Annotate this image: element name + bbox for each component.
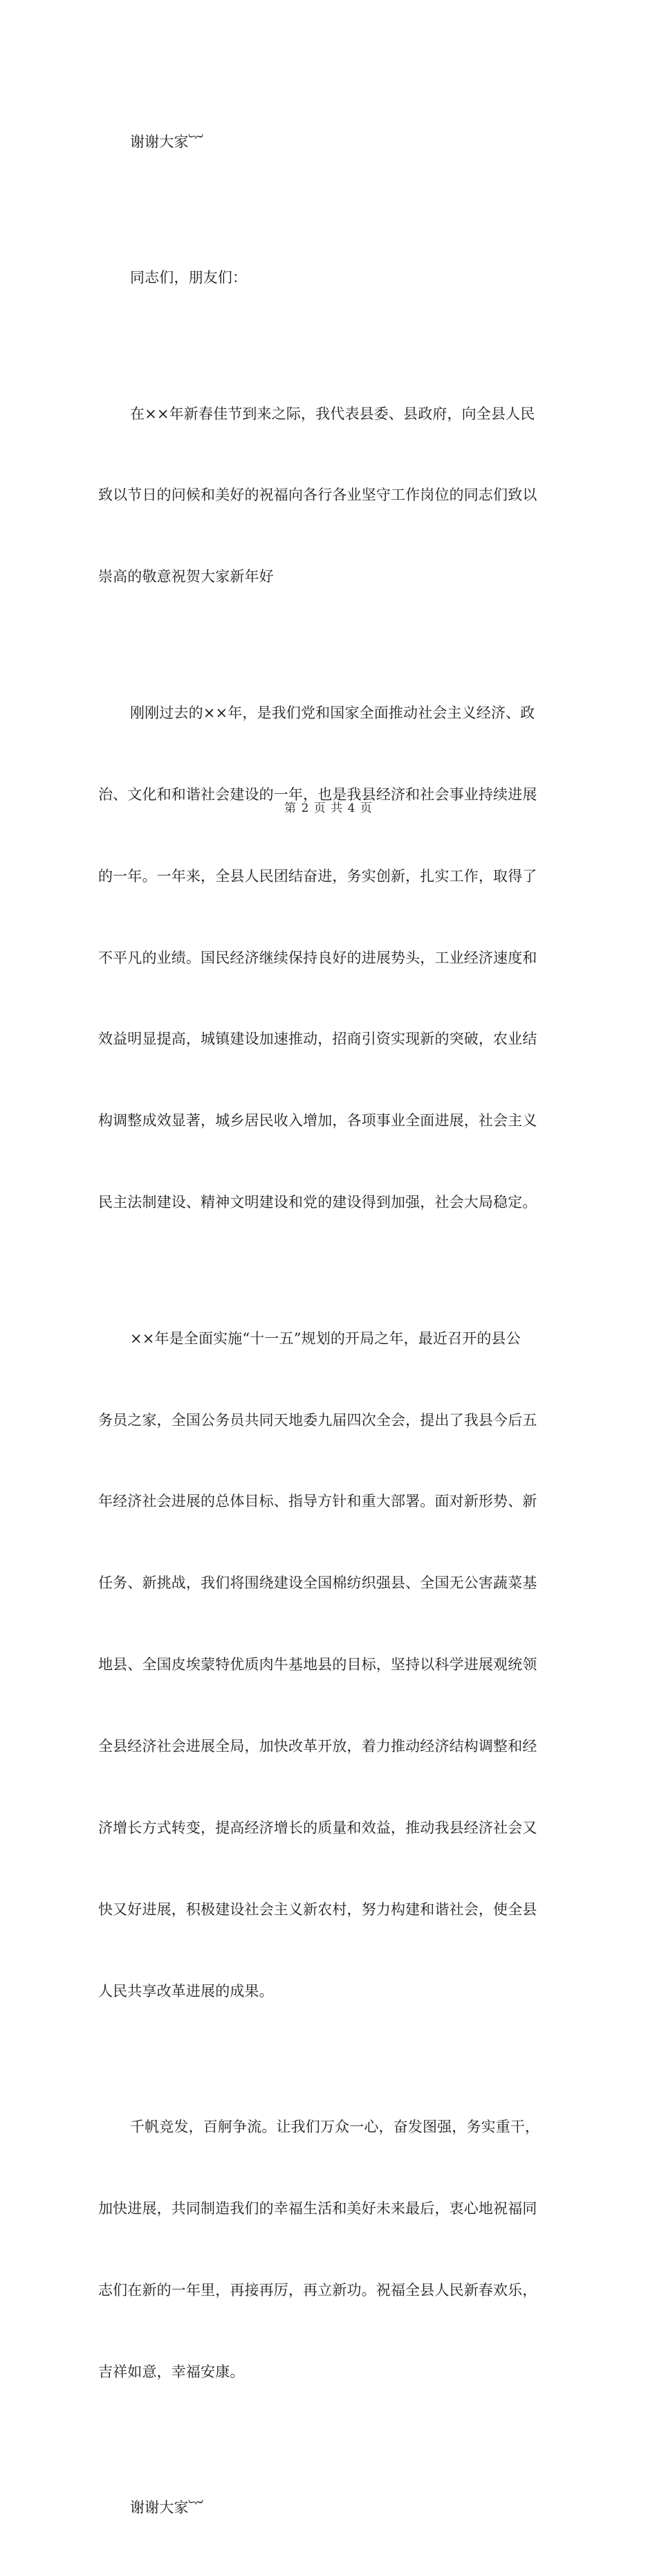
text-line: 吉祥如意，幸福安康。 (98, 2363, 245, 2380)
page-number-footer: 第 2 页 共 4 页 (284, 801, 373, 815)
text-line: 全县经济社会进展全局，加快改革开放，着力推动经济结构调整和经 (98, 1738, 537, 1755)
text-line: 民主法制建设、精神文明建设和党的建设得到加强，社会大局稳定。 (98, 1194, 537, 1211)
text-line: 加快进展，共同制造我们的幸福生活和美好未来最后，衷心地祝福同 (98, 2200, 537, 2217)
text-line: 年经济社会进展的总体目标、指导方针和重大部署。面对新形势、新 (98, 1493, 537, 1510)
paragraph-plan (98, 1271, 555, 2060)
text-line: 致以节日的问候和美好的祝福向各行各业坚守工作岗位的同志们致以 (98, 487, 537, 504)
paragraph-closing-thanks-bottom (98, 2440, 555, 2576)
text-line: 任务、新挑战，我们将围绕建设全国棉纺织强县、全国无公害蔬菜基 (98, 1575, 537, 1592)
text-line: 快又好进展，积极建设社会主义新农村，努力构建和谐社会，使全县 (98, 1901, 537, 1918)
text-line: 在××年新春佳节到来之际，我代表县委、县政府，向全县人民 (130, 405, 535, 422)
text-line: 务员之家，全国公务员共同天地委九届四次全会，提出了我县今后五 (98, 1411, 537, 1428)
text-line: 谢谢大家︸ (130, 2499, 203, 2516)
text-line: 构调整成效显著，城乡居民收入增加，各项事业全面进展，社会主义 (98, 1112, 537, 1130)
text-line: 不平凡的业绩。国民经济继续保持良好的进展势头，工业经济速度和 (98, 949, 537, 966)
text-line: 刚刚过去的××年，是我们党和国家全面推动社会主义经济、政 (130, 704, 535, 721)
text-line: 效益明显提高，城镇建设加速推动，招商引资实现新的突破，农业结 (98, 1031, 537, 1048)
text-line: 济增长方式转变，提高经济增长的质量和效益，推动我县经济社会又 (98, 1820, 537, 1836)
text-line: ××年是全面实施“十一五”规划的开局之年，最近召开的县公 (130, 1330, 521, 1347)
paragraph-salutation (98, 210, 555, 345)
text-line: 同志们，朋友们： (130, 269, 248, 287)
text-line: 千帆竞发，百舸争流。让我们万众一心，奋发图强，务实重干， (130, 2119, 540, 2136)
text-line: 地县、全国皮埃蒙特优质肉牛基地县的目标，坚持以科学进展观统领 (98, 1656, 537, 1674)
document-body (98, 74, 555, 2576)
text-line: 志们在新的一年里，再接再厉，再立新功。祝福全县人民新春欢乐， (98, 2282, 537, 2299)
text-line: 治、文化和和谐社会建设的一年，也是我县经济和社会事业持续进展 (98, 786, 537, 803)
paragraph-greeting (98, 346, 555, 645)
text-line: 的一年。一年来，全县人民团结奋进，务实创新，扎实工作，取得了 (98, 867, 537, 885)
text-line: 人民共享改革进展的成果。 (98, 1982, 274, 1999)
paragraph-review (98, 645, 555, 1271)
text-line: 谢谢大家︸ (130, 133, 203, 150)
text-line: 崇高的敬意祝贺大家新年好 (98, 568, 274, 586)
paragraph-blessing (98, 2060, 555, 2440)
paragraph-closing-thanks-top (98, 74, 555, 210)
